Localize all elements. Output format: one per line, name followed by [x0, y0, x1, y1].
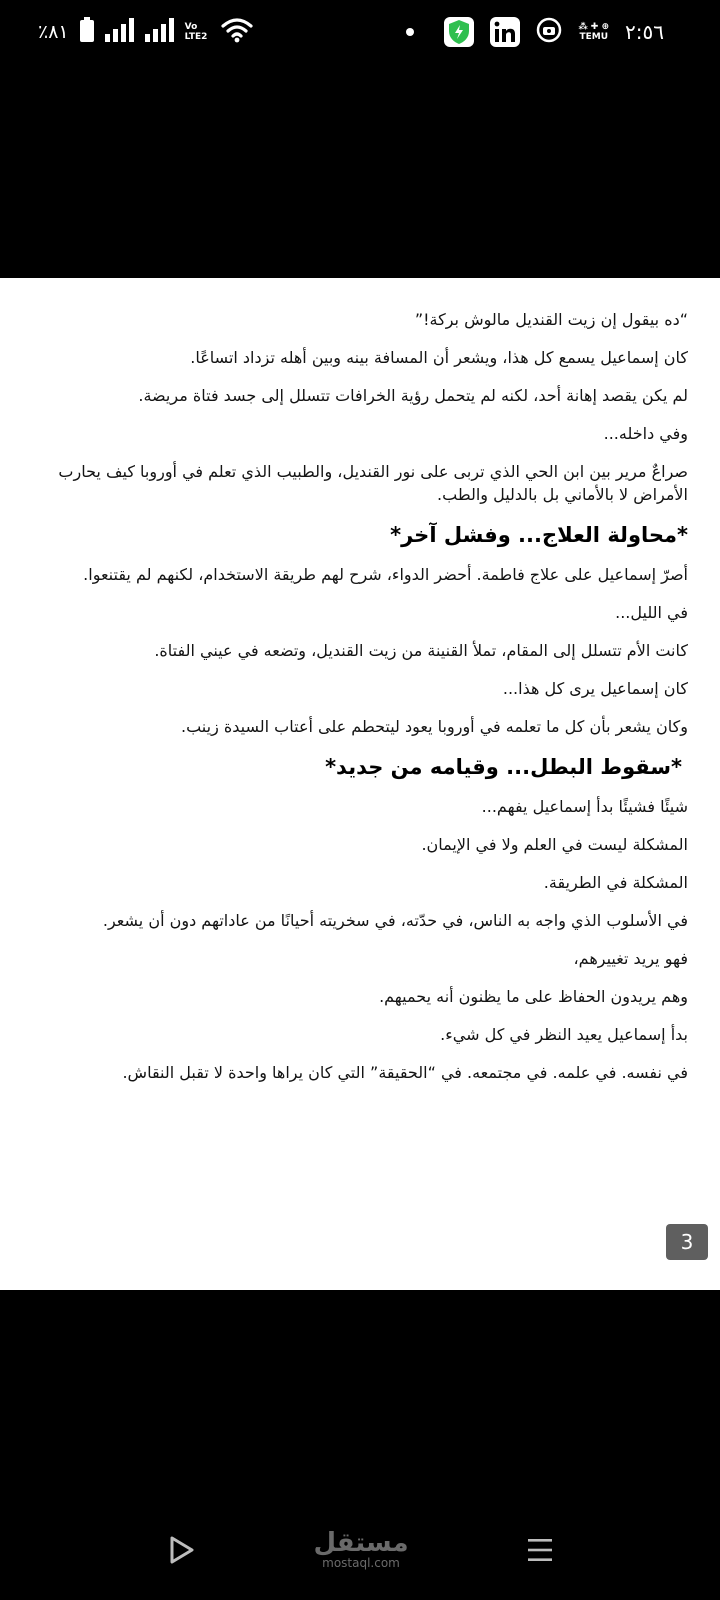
- document-page[interactable]: [0, 278, 720, 1290]
- volte-label: Vo LTE2: [184, 22, 208, 42]
- section-heading: *محاولة العلاج... وفشل آخر*: [390, 523, 688, 547]
- play-button[interactable]: [160, 1528, 204, 1572]
- paragraph: وكان يشعر بأن كل ما تعلمه في أوروبا يعود ليتحطم على أعتاب السيدة زينب.: [181, 717, 688, 736]
- hamburger-menu-icon: [526, 1537, 554, 1563]
- paragraph: فهو يريد تغييرهم،: [573, 949, 688, 968]
- paragraph: لم يكن يقصد إهانة أحد، لكنه لم يتحمل رؤية الخرافات تتسلل إلى جسد فتاة مريضة.: [138, 386, 688, 405]
- play-icon: [168, 1535, 196, 1565]
- battery-percent: ٪٨١: [38, 21, 69, 43]
- paragraph: وهم يريدون الحفاظ على ما يظنون أنه يحميهم.: [379, 987, 688, 1006]
- paragraph: في نفسه. في علمه. في مجتمعه. في “الحقيقة” التي كان يراها واحدة لا تقبل النقاش.: [122, 1063, 688, 1082]
- signal-strength-icon: [105, 18, 135, 46]
- watermark-url: mostaql.com: [322, 1556, 400, 1570]
- paragraph: بدأ إسماعيل يعيد النظر في كل شيء.: [440, 1025, 688, 1044]
- paragraph: وفي داخله...: [603, 424, 688, 443]
- notification-dot-icon: [406, 28, 414, 36]
- section-heading: *سقوط البطل... وقيامه من جديد*: [325, 755, 682, 779]
- page-number-badge: 3: [666, 1224, 708, 1260]
- bottom-navigation: [0, 1510, 720, 1590]
- media-app-icon: [536, 17, 562, 47]
- paragraph: كانت الأم تتسلل إلى المقام، تملأ القنينة من زيت القنديل، وتضعه في عيني الفتاة.: [154, 641, 688, 660]
- paragraph: صراعٌ مرير بين ابن الحي الذي تربى على نور القنديل، والطبيب الذي تعلم في أوروبا كيف يحارب الأمراض لا بالأماني بل بالدليل والطب.: [58, 462, 688, 504]
- paragraph: في الأسلوب الذي واجه به الناس، في حدّته، في سخريته أحيانًا من عاداتهم دون أن يشعر.: [102, 911, 688, 930]
- status-left: [38, 16, 253, 48]
- watermark-home-button[interactable]: [313, 1528, 409, 1572]
- watermark-arabic: مستقل: [313, 1528, 409, 1558]
- wifi-icon: [221, 17, 253, 47]
- status-time: ٢:٥٦: [625, 20, 664, 44]
- document-content: [38, 308, 688, 1099]
- paragraph: شيئًا فشيئًا بدأ إسماعيل يفهم...: [481, 797, 688, 816]
- battery-icon: [79, 17, 95, 47]
- status-bar: [0, 0, 720, 66]
- paragraph: “ده بيقول إن زيت القنديل مالوش بركة!”: [414, 310, 688, 329]
- paragraph: كان إسماعيل يسمع كل هذا، ويشعر أن المسافة بينه وبين أهله تزداد اتساعًا.: [190, 348, 688, 367]
- paragraph: في الليل...: [615, 603, 688, 622]
- paragraph: أصرّ إسماعيل على علاج فاطمة. أحضر الدواء، شرح لهم طريقة الاستخدام، لكنهم لم يقتنعوا.: [83, 565, 688, 584]
- paragraph: كان إسماعيل يرى كل هذا...: [502, 679, 688, 698]
- paragraph: المشكلة في الطريقة.: [543, 873, 688, 892]
- shield-app-icon: [444, 17, 474, 47]
- paragraph: المشكلة ليست في العلم ولا في الإيمان.: [421, 835, 688, 854]
- temu-app-icon: ⁂ ✚ ⊕ TEMU: [578, 22, 610, 42]
- linkedin-icon: [490, 17, 520, 47]
- menu-button[interactable]: [518, 1528, 562, 1572]
- signal-strength-icon-2: [145, 18, 175, 46]
- status-right: [406, 14, 664, 50]
